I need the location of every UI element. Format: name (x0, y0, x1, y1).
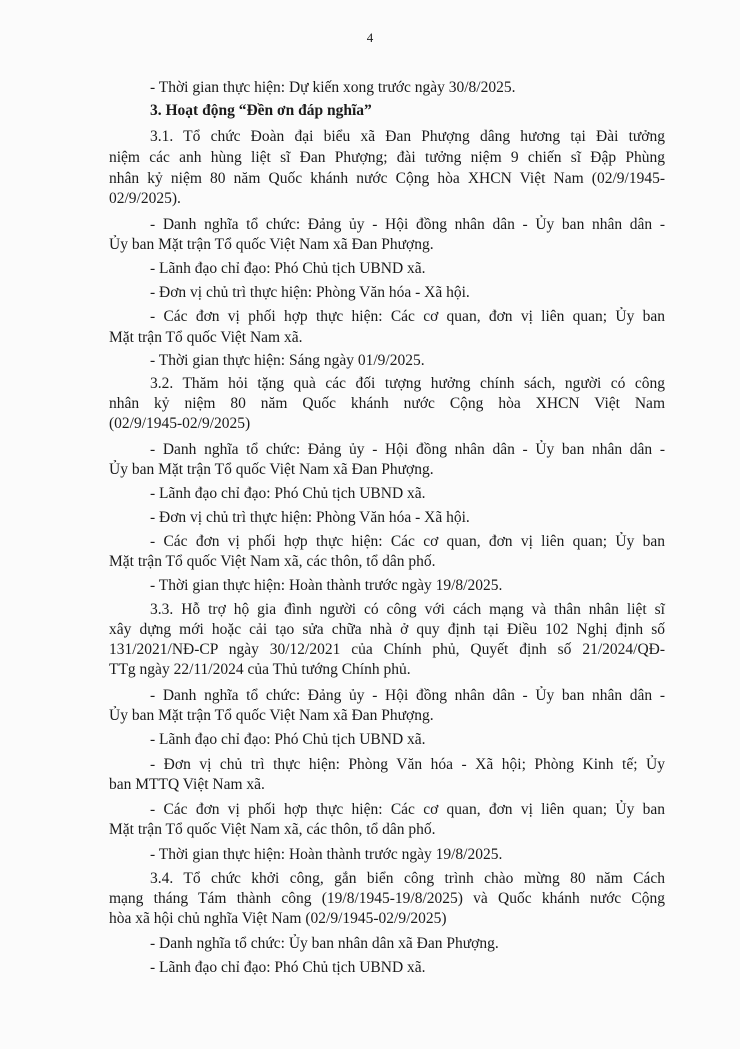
item-3-4-line-2: mạng tháng Tám thành công (19/8/1945-19/8/2025) và Quốc khánh nước Cộng (109, 890, 665, 907)
item-3-1-host: - Đơn vị chủ trì thực hiện: Phòng Văn hóa - Xã hội. (150, 284, 470, 301)
page-number: 4 (366, 30, 374, 45)
item-3-3-partners-1: - Các đơn vị phối hợp thực hiện: Các cơ quan, đơn vị liên quan; Ủy ban (150, 801, 665, 818)
item-3-2-line-3: (02/9/1945-02/9/2025) (109, 415, 251, 432)
item-3-2-partners-1: - Các đơn vị phối hợp thực hiện: Các cơ quan, đơn vị liên quan; Ủy ban (150, 533, 665, 550)
item-3-3-host-2: ban MTTQ Việt Nam xã. (109, 776, 265, 793)
item-3-3-host-1: - Đơn vị chủ trì thực hiện: Phòng Văn hóa - Xã hội; Phòng Kinh tế; Ủy (150, 756, 665, 773)
item-3-2-leader: - Lãnh đạo chỉ đạo: Phó Chủ tịch UBND xã. (150, 485, 426, 502)
item-3-2-host: - Đơn vị chủ trì thực hiện: Phòng Văn hóa - Xã hội. (150, 509, 470, 526)
item-3-1-partners-1: - Các đơn vị phối hợp thực hiện: Các cơ quan, đơn vị liên quan; Ủy ban (150, 308, 665, 325)
item-3-4-line-3: hòa xã hội chủ nghĩa Việt Nam (02/9/1945-02/9/2025) (109, 910, 447, 927)
item-3-1-time: - Thời gian thực hiện: Sáng ngày 01/9/2025. (150, 352, 425, 369)
item-3-1-leader: - Lãnh đạo chỉ đạo: Phó Chủ tịch UBND xã. (150, 260, 426, 277)
item-3-1-line-3: nhân kỷ niệm 80 năm Quốc khánh nước Cộng hòa XHCN Việt Nam (02/9/1945- (109, 170, 665, 187)
item-3-1-organizer-1: - Danh nghĩa tổ chức: Đảng ủy - Hội đồng nhân dân - Ủy ban nhân dân - (150, 216, 665, 233)
item-3-2-time: - Thời gian thực hiện: Hoàn thành trước ngày 19/8/2025. (150, 577, 503, 594)
item-3-3-organizer-1: - Danh nghĩa tổ chức: Đảng ủy - Hội đồng nhân dân - Ủy ban nhân dân - (150, 687, 665, 704)
section-heading: 3. Hoạt động “Đền ơn đáp nghĩa” (150, 102, 372, 119)
item-3-2-organizer-1: - Danh nghĩa tổ chức: Đảng ủy - Hội đồng nhân dân - Ủy ban nhân dân - (150, 441, 665, 458)
item-3-3-line-3: 131/2021/NĐ-CP ngày 30/12/2021 của Chính phủ, Quyết định số 21/2024/QĐ- (109, 641, 665, 658)
item-3-2-line-2: nhân kỷ niệm 80 năm Quốc khánh nước Cộng hòa XHCN Việt Nam (109, 395, 665, 412)
item-3-1-line-4: 02/9/2025). (109, 190, 181, 207)
item-3-1-line-2: niệm các anh hùng liệt sĩ Đan Phượng; đài tưởng niệm 9 chiến sĩ Đập Phùng (109, 149, 665, 166)
item-3-3-leader: - Lãnh đạo chỉ đạo: Phó Chủ tịch UBND xã. (150, 731, 426, 748)
item-3-3-organizer-2: Ủy ban Mặt trận Tổ quốc Việt Nam xã Đan Phượng. (109, 707, 434, 724)
item-3-3-line-1: 3.3. Hỗ trợ hộ gia đình người có công với cách mạng và thân nhân liệt sĩ (150, 601, 665, 618)
item-3-2-organizer-2: Ủy ban Mặt trận Tổ quốc Việt Nam xã Đan Phượng. (109, 461, 434, 478)
item-3-1-organizer-2: Ủy ban Mặt trận Tổ quốc Việt Nam xã Đan Phượng. (109, 236, 434, 253)
item-3-3-partners-2: Mặt trận Tổ quốc Việt Nam xã, các thôn, tổ dân phố. (109, 821, 436, 838)
item-3-4-line-1: 3.4. Tổ chức khởi công, gắn biển công trình chào mừng 80 năm Cách (150, 870, 665, 887)
item-3-3-time: - Thời gian thực hiện: Hoàn thành trước ngày 19/8/2025. (150, 846, 503, 863)
item-3-4-organizer: - Danh nghĩa tổ chức: Ủy ban nhân dân xã Đan Phượng. (150, 935, 499, 952)
item-3-1-line-1: 3.1. Tổ chức Đoàn đại biểu xã Đan Phượng dâng hương tại Đài tưởng (150, 128, 665, 145)
item-3-2-partners-2: Mặt trận Tổ quốc Việt Nam xã, các thôn, tổ dân phố. (109, 553, 436, 570)
item-3-2-line-1: 3.2. Thăm hỏi tặng quà các đối tượng hưởng chính sách, người có công (150, 375, 665, 392)
item-3-4-leader: - Lãnh đạo chỉ đạo: Phó Chủ tịch UBND xã. (150, 959, 426, 976)
item-3-3-line-2: xây dựng mới hoặc cải tạo sửa chữa nhà ở quy định tại Điều 102 Nghị định số (109, 621, 665, 638)
item-3-3-line-4: TTg ngày 22/11/2024 của Thủ tướng Chính phủ. (109, 661, 411, 678)
item-3-1-partners-2: Mặt trận Tổ quốc Việt Nam xã. (109, 329, 303, 346)
intro-time: - Thời gian thực hiện: Dự kiến xong trước ngày 30/8/2025. (150, 79, 516, 96)
